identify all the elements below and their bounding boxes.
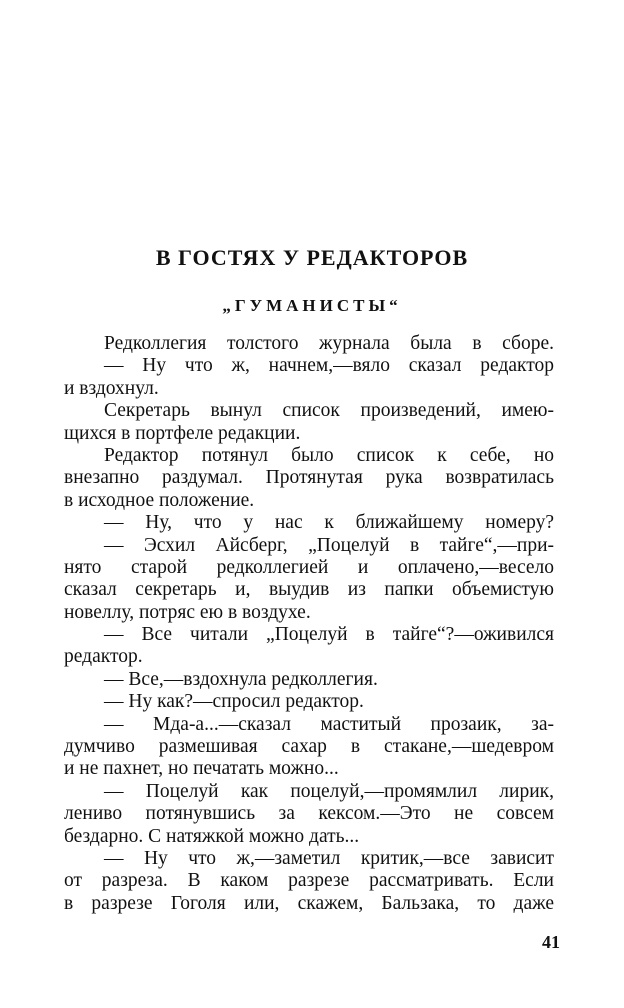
text-line: — Ну как?—спросил редактор. bbox=[104, 691, 364, 713]
text-line: — Все читали „Поцелуй в тайге“?—оживился bbox=[104, 624, 554, 646]
text-line: думчиво размешивая сахар в стакане,—шедевром bbox=[64, 736, 554, 758]
text-line: Редколлегия толстого журнала была в сборе. bbox=[104, 333, 554, 354]
text-line: Секретарь вынул список произведений, имею- bbox=[104, 400, 554, 422]
text-line: редактор. bbox=[64, 646, 143, 668]
text-line: — Мда-а...—сказал маститый прозаик, за- bbox=[104, 713, 554, 735]
text-line: сказал секретарь и, выудив из папки объемистую bbox=[64, 579, 554, 601]
page-number: 41 bbox=[542, 932, 560, 952]
text-line: бездарно. С натяжкой можно дать... bbox=[64, 825, 360, 847]
text-line: новеллу, потряс ею в воздухе. bbox=[64, 601, 311, 623]
text-line: нято старой редколлегией и оплачено,—весело bbox=[64, 556, 554, 578]
body-text bbox=[64, 333, 554, 915]
text-line: — Ну что ж,—заметил критик,—все зависит bbox=[104, 847, 554, 869]
section-subtitle: „ГУМАНИСТЫ“ bbox=[222, 296, 402, 315]
text-line: в исходное положение. bbox=[64, 489, 255, 511]
chapter-title: В ГОСТЯХ У РЕДАКТОРОВ bbox=[155, 245, 469, 270]
text-line: от разреза. В каком разрезе рассматривать. Если bbox=[64, 870, 554, 892]
text-line: и вздохнул. bbox=[64, 377, 159, 399]
text-line: лениво потянувшись за кексом.—Это не совсем bbox=[64, 803, 554, 825]
text-line: — Поцелуй как поцелуй,—промямлил лирик, bbox=[104, 780, 554, 802]
text-line: щихся в портфеле редакции. bbox=[64, 422, 301, 444]
text-line: Редактор потянул было список к себе, но bbox=[104, 444, 554, 466]
text-line: и не пахнет, но печатать можно... bbox=[64, 758, 339, 780]
text-line: — Эсхил Айсберг, „Поцелуй в тайге“,—при- bbox=[104, 534, 554, 556]
text-line: внезапно раздумал. Протянутая рука возвратилась bbox=[64, 467, 554, 489]
text-line: — Все,—вздохнула редколлегия. bbox=[104, 668, 378, 690]
text-line: в разрезе Гоголя или, скажем, Бальзака, то даже bbox=[64, 892, 554, 914]
text-line: — Ну что ж, начнем,—вяло сказал редактор bbox=[104, 355, 554, 377]
text-line: — Ну, что у нас к ближайшему номеру? bbox=[104, 512, 554, 534]
